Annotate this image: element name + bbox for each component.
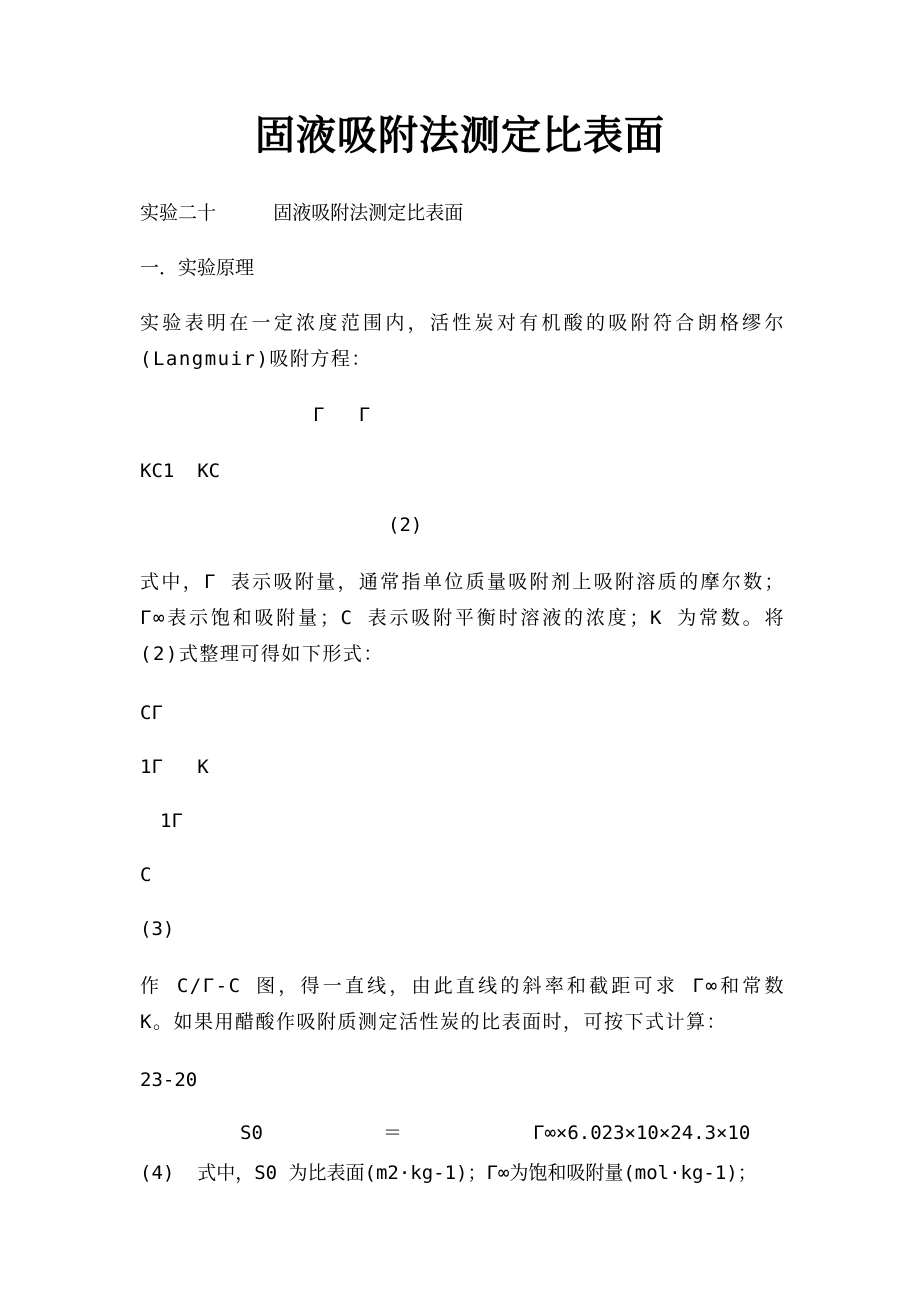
equation-kc-fragment: KC1 KC <box>140 460 221 482</box>
equation-equals-sign: ＝ <box>383 1122 403 1144</box>
equation-c-fragment: C <box>140 864 152 886</box>
equation-1gamma-fragment: 1Γ <box>160 810 183 832</box>
paragraph-s0-definition: (4) 式中，S0 为比表面(m2·kg-1)；Γ∞为饱和吸附量(mol·kg-1)； <box>140 1162 757 1184</box>
equation-s0-symbol: S0 <box>240 1122 263 1144</box>
experiment-heading: 实验二十 固液吸附法测定比表面 <box>140 202 464 224</box>
equation-gamma-fragment: Γ Γ <box>313 404 371 426</box>
equation-exponents: 23-20 <box>140 1069 198 1091</box>
paragraph-symbol-definitions: 式中，Γ 表示吸附量，通常指单位质量吸附剂上吸附溶质的摩尔数；Γ∞表示饱和吸附量；C 表示吸附平衡时溶液的浓度；K 为常数。将(2)式整理可得如下形式： <box>140 571 785 665</box>
equation-right-hand-side: Γ∞×6.023×10×24.3×10 <box>533 1122 751 1144</box>
section-heading-principle: 一．实验原理 <box>140 257 255 279</box>
paragraph-plot-method: 作 C/Γ-C 图，得一直线，由此直线的斜率和截距可求 Γ∞和常数 K。如果用醋酸作吸附质测定活性炭的比表面时，可按下式计算： <box>140 975 785 1033</box>
equation-number-2: (2) <box>388 514 423 536</box>
equation-number-3: (3) <box>140 918 175 940</box>
equation-c-gamma-fragment: CΓ <box>140 702 163 724</box>
equation-1gamma-k-fragment: 1Γ K <box>140 756 209 778</box>
paragraph-langmuir-intro: 实验表明在一定浓度范围内，活性炭对有机酸的吸附符合朗格缪尔(Langmuir)吸附方程： <box>140 312 785 370</box>
document-title: 固液吸附法测定比表面 <box>255 112 665 159</box>
